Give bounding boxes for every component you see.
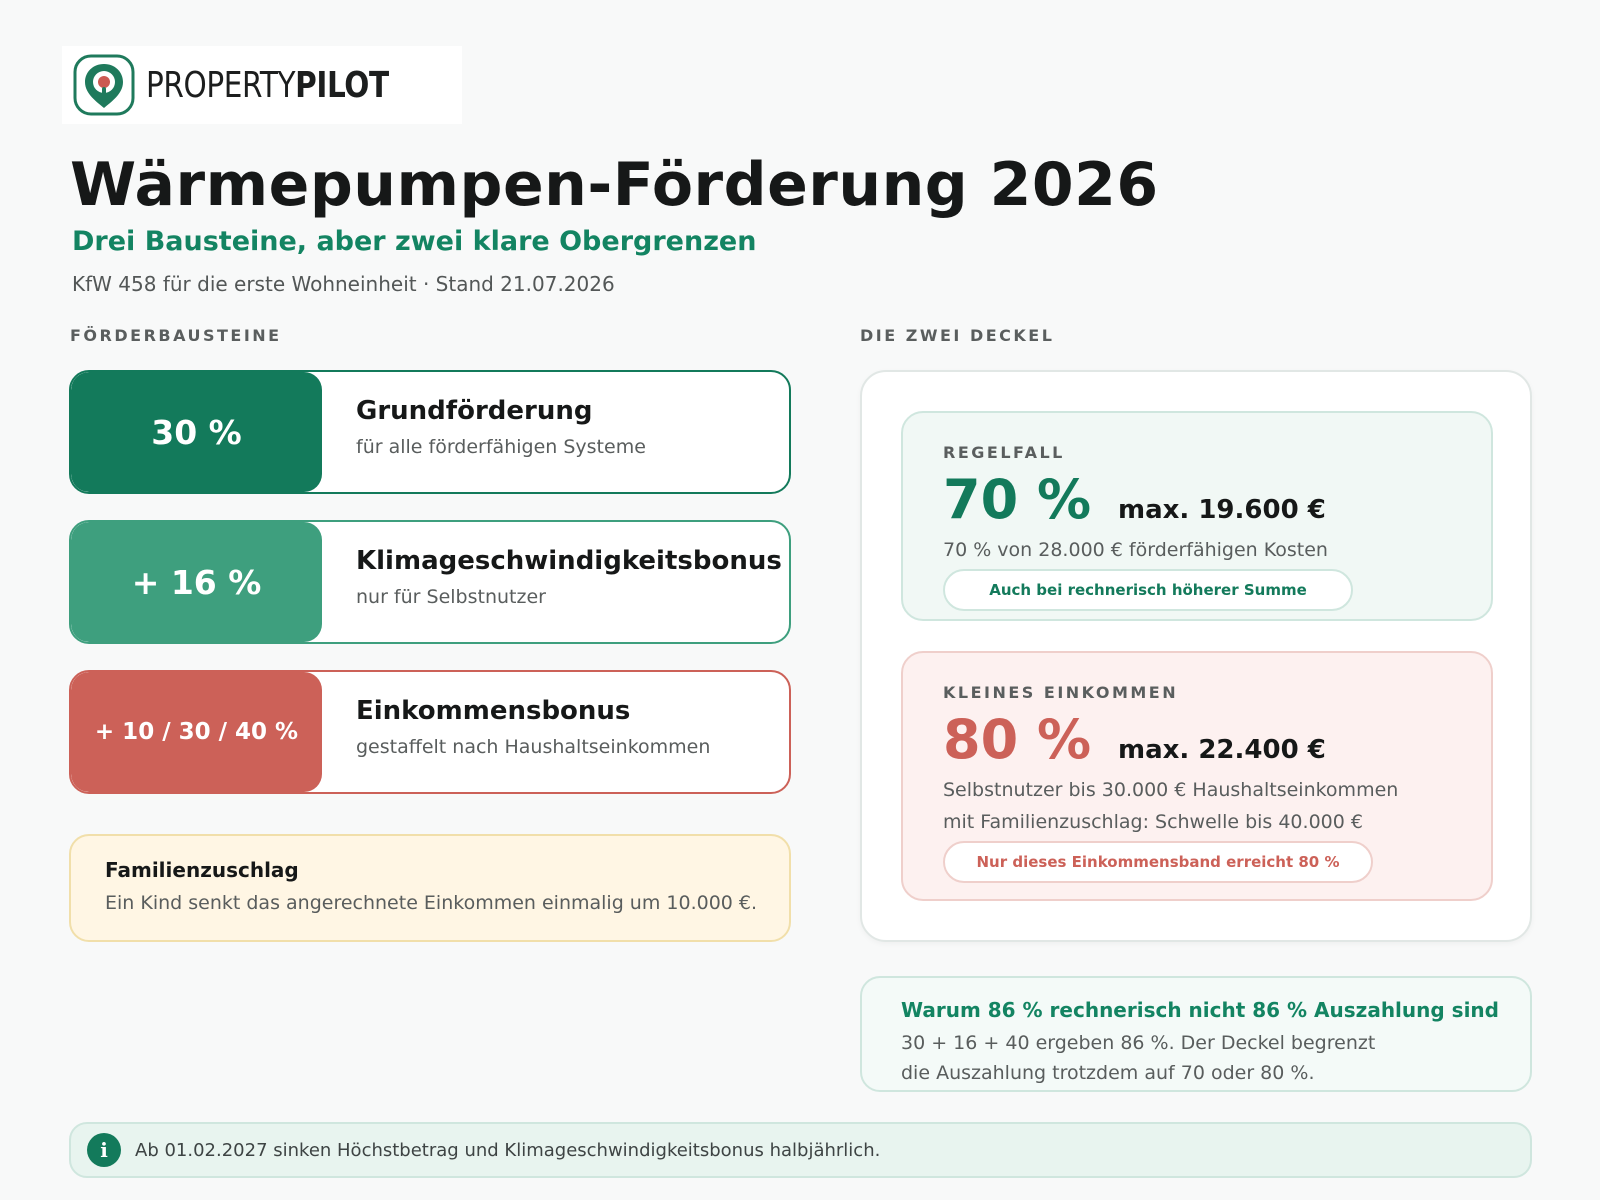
block-klimabonus: [69, 520, 791, 644]
caps-panel: [860, 370, 1532, 942]
block-text: [322, 672, 710, 792]
section-label-bausteine: FÖRDERBAUSTEINE: [70, 326, 282, 345]
footer-text: Ab 01.02.2027 sinken Höchstbetrag und Klimageschwindigkeitsbonus halbjährlich.: [135, 1139, 881, 1161]
cap-max-amount: max. 19.600 €: [1118, 495, 1326, 525]
block-text: [322, 372, 646, 492]
logo-text-bold: PILOT: [295, 64, 389, 106]
block-text: [322, 522, 782, 642]
family-title: Familienzuschlag: [105, 858, 299, 882]
footer-info-bar: [69, 1122, 1532, 1178]
why-text: [901, 1028, 1530, 1088]
info-icon: i: [87, 1133, 121, 1167]
cap-note-pill: Auch bei rechnerisch höherer Summe: [943, 569, 1353, 611]
section-label-deckel: DIE ZWEI DECKEL: [860, 326, 1055, 345]
page-title: Wärmepumpen-Förderung 2026: [70, 150, 1159, 220]
block-einkommensbonus: [69, 670, 791, 794]
page-meta: KfW 458 für die erste Wohneinheit · Stand 21.07.2026: [72, 272, 615, 296]
cap-kleines-einkommen: [901, 651, 1493, 901]
cap-percentage: 80 %: [943, 708, 1092, 771]
block-badge: 30 %: [71, 372, 322, 492]
location-pin-logo-icon: [72, 53, 136, 117]
logo-text-light: PROPERTY: [146, 64, 296, 106]
block-badge: + 10 / 30 / 40 %: [71, 672, 322, 792]
block-desc: für alle förderfähigen Systeme: [356, 436, 646, 458]
cap-note-pill: Nur dieses Einkommensband erreicht 80 %: [943, 841, 1373, 883]
cap-label: KLEINES EINKOMMEN: [943, 683, 1179, 702]
logo-wordmark: [146, 65, 389, 106]
cap-label: REGELFALL: [943, 443, 1065, 462]
block-desc: nur für Selbstnutzer: [356, 586, 546, 608]
why-explainer: [860, 976, 1532, 1092]
block-badge: + 16 %: [71, 522, 322, 642]
logo: [62, 46, 462, 124]
cap-detail-2: mit Familienzuschlag: Schwelle bis 40.000 €: [943, 811, 1363, 833]
family-text: Ein Kind senkt das angerechnete Einkommen einmalig um 10.000 €.: [105, 892, 758, 914]
block-title: Einkommensbonus: [356, 696, 631, 726]
cap-row: [943, 708, 1491, 771]
why-title: Warum 86 % rechnerisch nicht 86 % Auszahlung sind: [901, 998, 1499, 1022]
cap-regelfall: [901, 411, 1493, 621]
cap-detail: Selbstnutzer bis 30.000 € Haushaltseinkommen: [943, 779, 1399, 801]
block-desc: gestaffelt nach Haushaltseinkommen: [356, 736, 711, 758]
why-line-1: 30 + 16 + 40 ergeben 86 %. Der Deckel begrenzt: [901, 1032, 1376, 1054]
page-subtitle: Drei Bausteine, aber zwei klare Obergrenzen: [72, 226, 757, 257]
family-bonus-note: [69, 834, 791, 942]
cap-max-amount: max. 22.400 €: [1118, 735, 1326, 765]
cap-detail: 70 % von 28.000 € förderfähigen Kosten: [943, 539, 1328, 561]
cap-percentage: 70 %: [943, 468, 1092, 531]
block-title: Klimageschwindigkeitsbonus: [356, 546, 782, 576]
block-grundfoerderung: [69, 370, 791, 494]
block-title: Grundförderung: [356, 396, 593, 426]
why-line-2: die Auszahlung trotzdem auf 70 oder 80 %.: [901, 1062, 1315, 1084]
cap-row: [943, 468, 1491, 531]
